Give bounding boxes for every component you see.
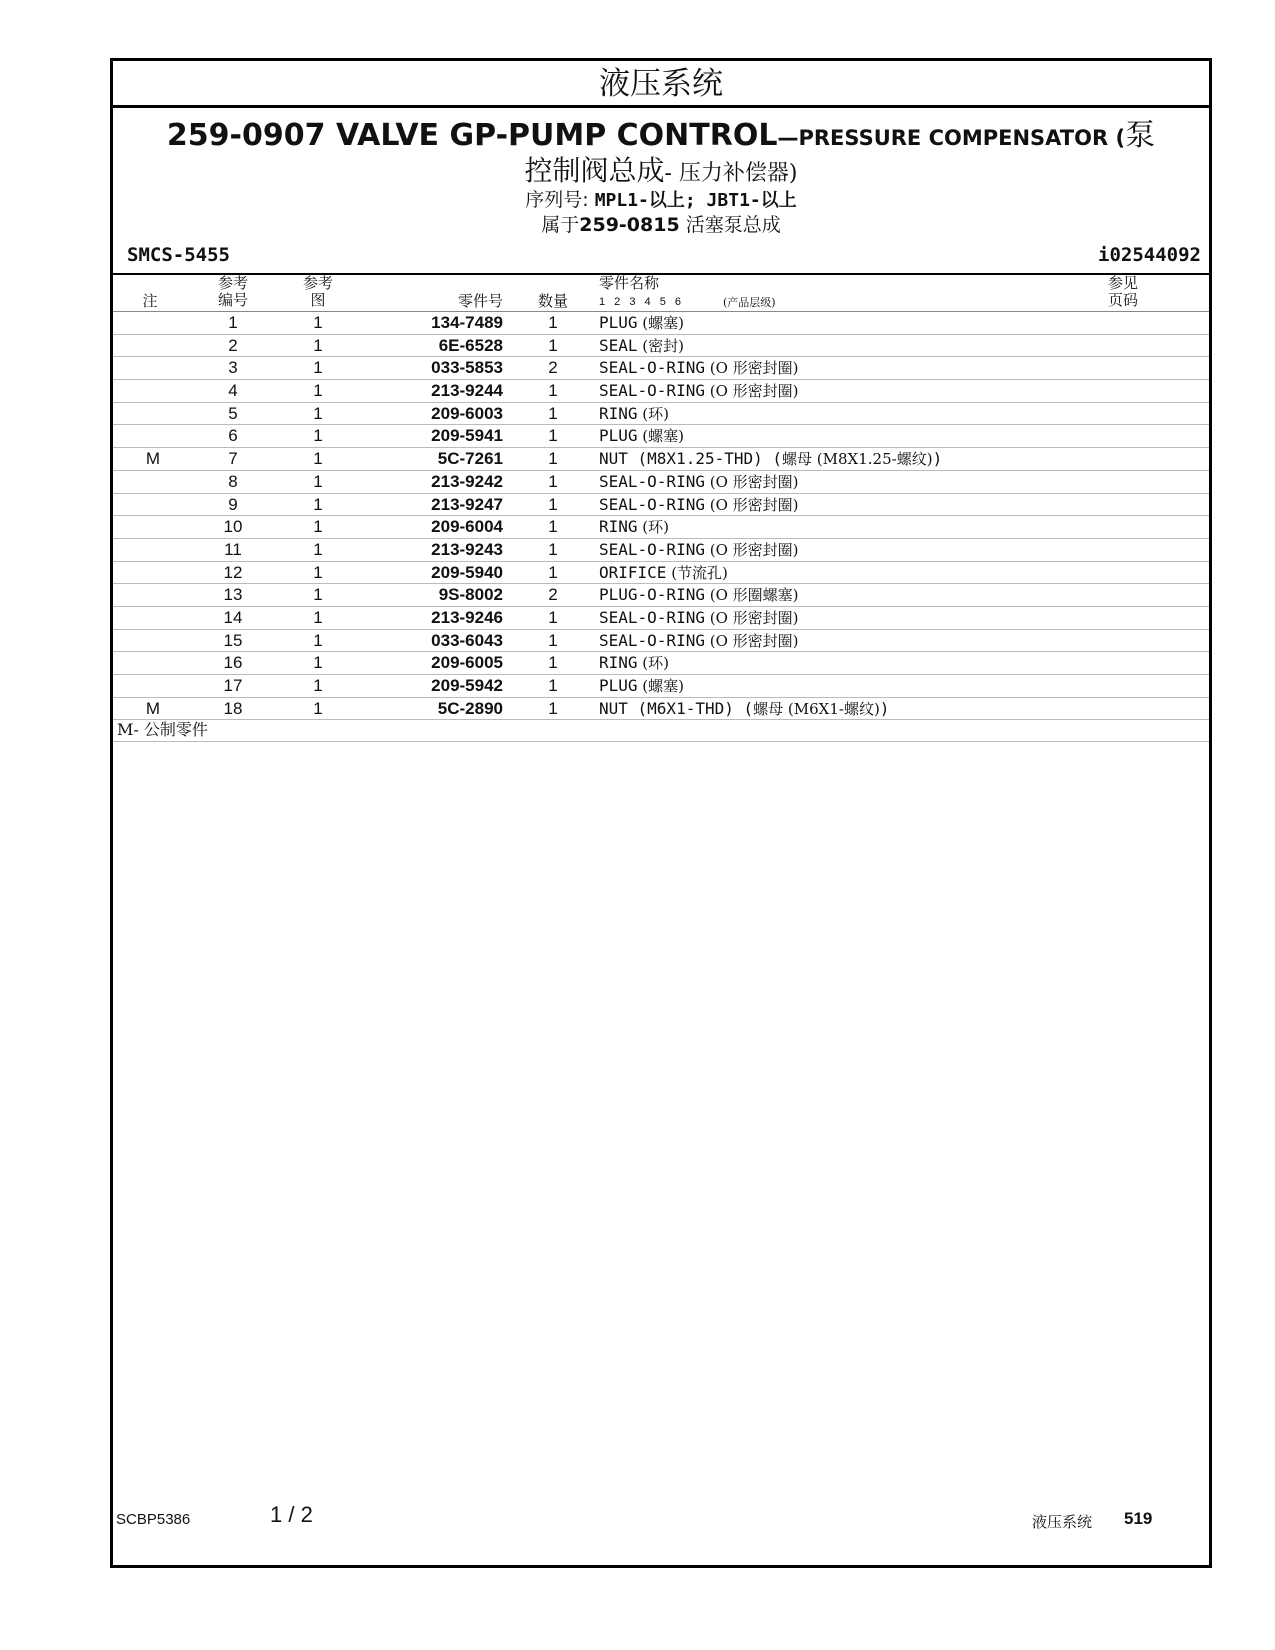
col-see-bottom: 页码 (1107, 291, 1138, 309)
row-part-name (599, 653, 669, 673)
table-row (113, 539, 1209, 562)
row-part-name-cn: (环) (637, 518, 670, 537)
row-quantity: 1 (548, 562, 558, 582)
row-part-name (599, 472, 799, 492)
row-quantity: 1 (548, 335, 558, 355)
row-quantity: 1 (548, 676, 558, 695)
row-part-number: 209-5942 (431, 676, 503, 695)
row-part-name-en: SEAL-O-RING (599, 539, 705, 559)
row-ref-number: 4 (228, 381, 238, 401)
col-fig-top: 参考 (302, 274, 333, 292)
row-ref-number: 16 (223, 653, 243, 673)
row-fig-number: 1 (313, 313, 323, 332)
parent-name: 活塞泵总成 (679, 214, 781, 236)
table-row (113, 312, 1209, 335)
row-ref-number: 7 (228, 449, 238, 469)
row-fig-number: 1 (313, 335, 323, 355)
col-ref-bottom: 编号 (217, 291, 248, 309)
table-row (113, 448, 1209, 471)
document-id: SCBP5386 (116, 1511, 191, 1528)
subtitle (113, 153, 1209, 192)
row-fig-number: 1 (313, 585, 323, 605)
row-part-name-tail: ) (932, 449, 943, 469)
page-number: 519 (1124, 1509, 1153, 1528)
title-cn-a: 泵 (1125, 118, 1156, 153)
col-see-top: 参见 (1107, 274, 1138, 292)
row-fig-number: 1 (313, 471, 323, 491)
row-part-name-cn: (螺塞) (637, 314, 685, 332)
table-row (113, 335, 1209, 358)
row-ref-number: 13 (223, 585, 243, 605)
row-fig-number: 1 (313, 676, 323, 695)
row-part-name-en: SEAL-O-RING (599, 630, 705, 650)
row-part-name-cn: (O 形密封圈) (704, 631, 799, 650)
title-en-small: —PRESSURE COMPENSATOR ( (777, 126, 1126, 150)
row-part-name-en: NUT (M6X1-THD) ( (599, 698, 754, 718)
table-row (113, 584, 1209, 607)
row-fig-number: 1 (313, 494, 323, 514)
col-fig-bottom: 图 (310, 291, 326, 309)
row-part-number: 5C-2890 (437, 698, 503, 718)
row-quantity: 2 (548, 358, 558, 378)
table-row (113, 562, 1209, 585)
row-part-name-cn: (O 形密封圈) (704, 359, 799, 378)
table-row (113, 425, 1209, 448)
row-fig-number: 1 (313, 381, 323, 401)
row-part-name-cn: (节流孔) (666, 563, 728, 582)
row-part-name-en: PLUG (599, 676, 638, 695)
row-part-number: 209-5940 (431, 562, 503, 582)
row-quantity: 1 (548, 403, 558, 423)
table-row (113, 516, 1209, 539)
parent-number: 259-0815 (579, 214, 680, 236)
row-part-number: 213-9244 (431, 381, 503, 401)
row-part-number: 209-5941 (431, 426, 503, 446)
table-row (113, 494, 1209, 517)
row-fig-number: 1 (313, 426, 323, 446)
system-title: 液压系统 (113, 61, 1209, 108)
row-ref-number: 2 (228, 335, 238, 355)
row-ref-number: 10 (223, 517, 243, 537)
row-quantity: 1 (548, 698, 558, 718)
group-part-number: 259-0907 (166, 118, 326, 153)
row-part-number: 213-9243 (431, 539, 503, 559)
row-note: M (145, 698, 161, 718)
row-part-name-cn: (密封) (637, 336, 685, 355)
parent-line (113, 213, 1209, 237)
row-part-name-en: RING (599, 653, 638, 673)
table-row (113, 652, 1209, 675)
row-part-number: 209-6003 (431, 403, 503, 423)
row-part-name-cn: (螺塞) (637, 427, 685, 446)
page-fraction: 1 / 2 (270, 1502, 313, 1527)
main-title (113, 118, 1209, 156)
row-part-name-en: ORIFICE (599, 562, 667, 582)
row-part-number: 033-5853 (431, 358, 503, 378)
row-fig-number: 1 (313, 607, 323, 627)
row-part-name-en: SEAL-O-RING (599, 471, 705, 491)
row-quantity: 1 (548, 630, 558, 650)
title-en: VALVE GP-PUMP CONTROL (335, 118, 778, 153)
title-cn-b: 控制阀总成 (524, 154, 665, 187)
row-part-name-cn: (O 形密封圈) (704, 495, 799, 514)
row-part-name (599, 517, 669, 537)
row-part-name-en: RING (599, 403, 638, 423)
row-ref-number: 9 (228, 494, 238, 514)
row-part-number: 033-6043 (431, 630, 503, 650)
row-part-name (599, 426, 684, 446)
row-part-number: 209-6005 (431, 653, 503, 673)
row-part-name-cn: 螺母 (M8X1.25-螺纹) (782, 450, 933, 469)
row-note: M (145, 449, 161, 469)
row-part-name-en: PLUG-O-RING (599, 585, 705, 605)
parts-table (113, 312, 1209, 742)
row-part-name-cn: (O 形密封圈) (704, 608, 799, 627)
row-part-name (599, 495, 799, 515)
row-part-number: 213-9246 (431, 607, 503, 627)
row-part-name (599, 313, 684, 333)
row-part-name-en: RING (599, 517, 638, 537)
parent-label: 属于 (541, 214, 580, 236)
row-fig-number: 1 (313, 698, 323, 718)
row-part-name (599, 358, 799, 378)
row-part-name (599, 563, 728, 583)
row-part-number: 9S-8002 (438, 585, 503, 605)
serial-values: MPL1-以上; JBT1-以上 (594, 190, 797, 211)
row-part-name (599, 631, 799, 651)
row-fig-number: 1 (313, 653, 323, 673)
row-part-number: 5C-7261 (437, 449, 503, 469)
row-part-name-cn: (O 形密封圈) (704, 540, 799, 559)
row-quantity: 1 (548, 313, 558, 332)
row-part-name-en: SEAL-O-RING (599, 358, 705, 378)
table-row (113, 698, 1209, 721)
row-part-number: 134-7489 (431, 313, 503, 332)
row-part-name-en: PLUG (599, 313, 638, 332)
col-part-number: 零件号 (457, 292, 503, 310)
row-ref-number: 6 (228, 426, 238, 446)
table-row (113, 403, 1209, 426)
row-ref-number: 14 (223, 607, 243, 627)
row-part-name-cn: 螺母 (M6X1-螺纹) (753, 699, 880, 718)
row-part-name-en: SEAL (599, 335, 638, 355)
row-quantity: 1 (548, 381, 558, 401)
row-part-name-en: SEAL-O-RING (599, 381, 705, 401)
row-part-name-en: NUT (M8X1.25-THD) ( (599, 449, 783, 469)
table-row (113, 607, 1209, 630)
col-note: 注 (142, 292, 158, 310)
col-quantity: 数量 (537, 292, 568, 310)
row-fig-number: 1 (313, 358, 323, 378)
row-quantity: 1 (548, 426, 558, 446)
row-fig-number: 1 (313, 517, 323, 537)
row-fig-number: 1 (313, 539, 323, 559)
row-part-name-en: SEAL-O-RING (599, 494, 705, 514)
col-ref-top: 参考 (217, 274, 248, 292)
row-part-number: 213-9242 (431, 471, 503, 491)
row-ref-number: 12 (223, 562, 243, 582)
col-levels: 1 2 3 4 5 6 (599, 296, 681, 308)
serial-line (113, 188, 1209, 213)
table-row (113, 675, 1209, 698)
footer-section: 液压系统 (1032, 1513, 1093, 1531)
row-part-name (599, 540, 799, 560)
row-part-number: 209-6004 (431, 517, 503, 537)
row-part-name (599, 585, 799, 605)
row-part-name (599, 608, 799, 628)
row-part-name (599, 449, 942, 469)
page-frame (110, 58, 1212, 1568)
row-part-number: 6E-6528 (438, 335, 503, 355)
row-ref-number: 18 (223, 698, 243, 718)
row-quantity: 1 (548, 494, 558, 514)
row-quantity: 1 (548, 539, 558, 559)
row-part-name-cn: (O 形密封圈) (704, 382, 799, 401)
title-cn-c: - 压力补偿器) (664, 161, 798, 186)
row-quantity: 1 (548, 471, 558, 491)
table-row (113, 357, 1209, 380)
row-part-name-en: PLUG (599, 426, 638, 446)
smcs-code: SMCS-5455 (127, 244, 230, 266)
row-ref-number: 3 (228, 358, 238, 378)
row-ref-number: 8 (228, 471, 238, 491)
row-part-name (599, 676, 684, 696)
row-ref-number: 15 (223, 630, 243, 650)
row-part-name-tail: ) (879, 698, 890, 718)
row-part-name (599, 381, 799, 401)
header-rule (113, 273, 1209, 275)
row-fig-number: 1 (313, 449, 323, 469)
row-part-name (599, 404, 669, 424)
row-part-name-cn: (螺塞) (637, 677, 685, 695)
col-part-name: 零件名称 (599, 274, 660, 292)
serial-label: 序列号: (525, 189, 589, 211)
row-ref-number: 17 (223, 676, 243, 695)
col-levels-note: (产品层级) (723, 296, 776, 309)
row-ref-number: 11 (224, 539, 242, 559)
illustration-id: i02544092 (1098, 244, 1201, 266)
table-row (113, 380, 1209, 403)
table-row (113, 471, 1209, 494)
row-ref-number: 1 (228, 313, 238, 332)
row-quantity: 2 (548, 585, 558, 605)
row-quantity: 1 (548, 607, 558, 627)
row-part-name-cn: (环) (637, 654, 670, 673)
row-fig-number: 1 (313, 562, 323, 582)
row-quantity: 1 (548, 449, 558, 469)
row-part-name (599, 699, 889, 719)
table-row (113, 630, 1209, 653)
row-ref-number: 5 (228, 403, 238, 423)
row-part-number: 213-9247 (431, 494, 503, 514)
row-part-name-cn: (O 形圈螺塞) (704, 586, 799, 605)
row-part-name-cn: (环) (637, 404, 670, 423)
row-fig-number: 1 (313, 403, 323, 423)
row-quantity: 1 (548, 653, 558, 673)
row-part-name-cn: (O 形密封圈) (704, 472, 799, 491)
metric-footnote: M- 公制零件 (113, 720, 1209, 742)
row-quantity: 1 (548, 517, 558, 537)
row-part-name (599, 336, 684, 356)
row-fig-number: 1 (313, 630, 323, 650)
row-part-name-en: SEAL-O-RING (599, 607, 705, 627)
